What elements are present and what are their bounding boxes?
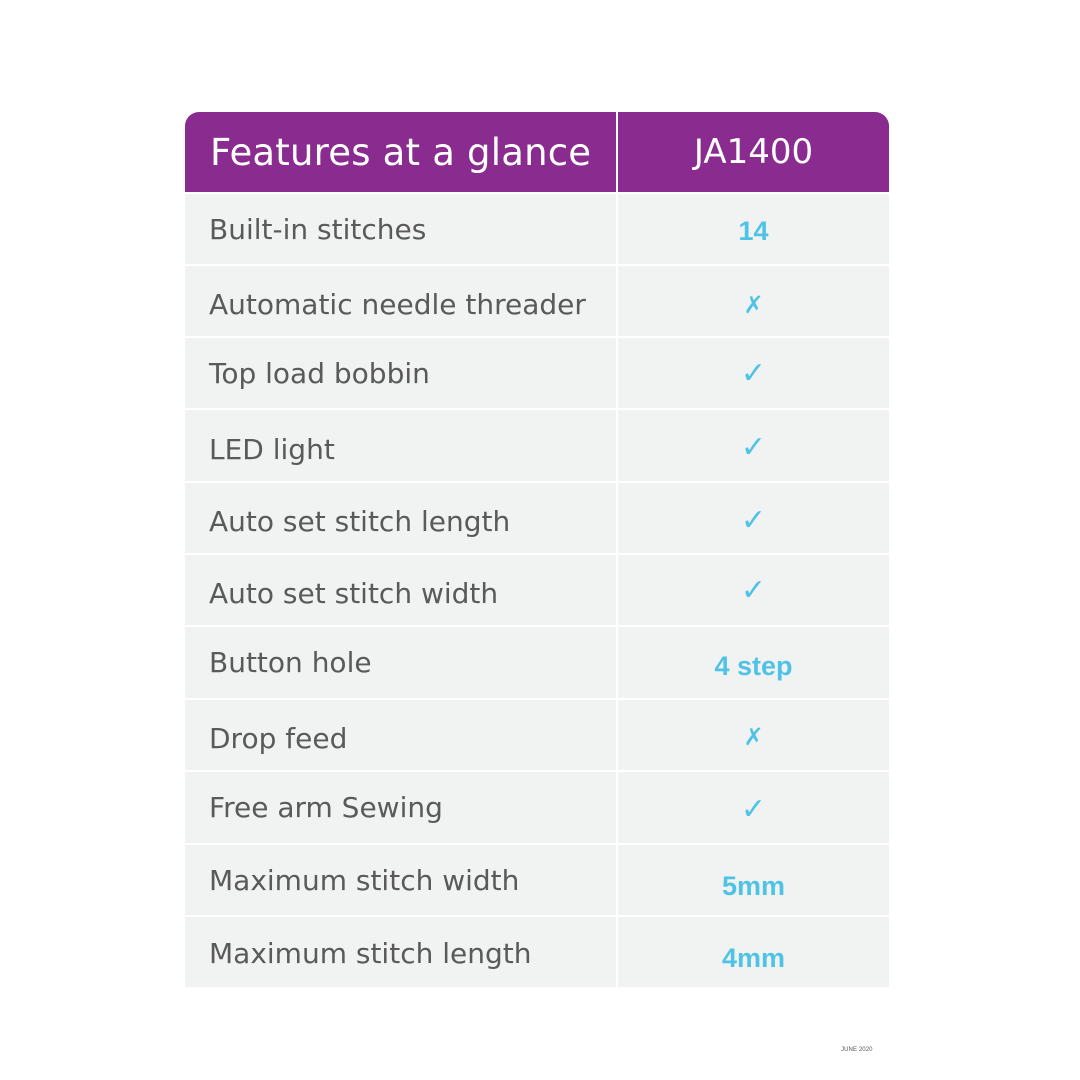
table-row	[185, 772, 889, 843]
feature-value-text: 4 step	[714, 651, 793, 681]
feature-value-text: 4mm	[721, 942, 786, 973]
table-row	[185, 700, 889, 770]
feature-value-text: 14	[738, 215, 769, 246]
features-table	[185, 112, 889, 989]
footer-date: JUNE 2020	[841, 1047, 873, 1053]
check-icon: ✓	[740, 502, 767, 538]
feature-value	[618, 338, 889, 408]
table-row	[185, 845, 889, 915]
check-icon: ✓	[740, 430, 767, 465]
table-row	[185, 555, 889, 625]
check-icon: ✓	[740, 355, 767, 391]
feature-label: Built-in stitches	[185, 194, 616, 264]
feature-label: Free arm Sewing	[185, 772, 616, 843]
check-icon: ✓	[740, 572, 767, 608]
table-row	[185, 194, 889, 264]
table-row	[185, 266, 889, 336]
feature-label: Auto set stitch length	[185, 483, 616, 553]
feature-value	[618, 700, 889, 770]
feature-value	[618, 483, 889, 553]
feature-value	[618, 555, 889, 625]
cross-icon: ✗	[743, 723, 764, 751]
table-header	[185, 112, 889, 192]
feature-value	[618, 194, 889, 264]
cross-icon: ✗	[743, 291, 764, 319]
check-icon: ✓	[740, 792, 767, 827]
table-row	[185, 917, 889, 987]
feature-value	[618, 627, 889, 698]
feature-value	[618, 845, 889, 915]
feature-value	[618, 266, 889, 336]
table-row	[185, 627, 889, 698]
feature-value	[618, 772, 889, 843]
feature-value	[618, 917, 889, 987]
feature-label: Maximum stitch width	[185, 845, 616, 915]
feature-label: LED light	[185, 410, 616, 481]
feature-label: Auto set stitch width	[185, 555, 616, 625]
feature-label: Button hole	[185, 627, 616, 698]
feature-label: Maximum stitch length	[185, 917, 616, 987]
feature-value	[618, 410, 889, 481]
header-features-label: Features at a glance	[185, 112, 616, 192]
table-row	[185, 410, 889, 481]
table-row	[185, 338, 889, 408]
table-body	[185, 194, 889, 987]
feature-label: Top load bobbin	[185, 338, 616, 408]
header-model-label: JA1400	[618, 112, 889, 192]
feature-label: Drop feed	[185, 700, 616, 770]
feature-label: Automatic needle threader	[185, 266, 616, 336]
table-row	[185, 483, 889, 553]
feature-value-text: 5mm	[721, 870, 786, 901]
